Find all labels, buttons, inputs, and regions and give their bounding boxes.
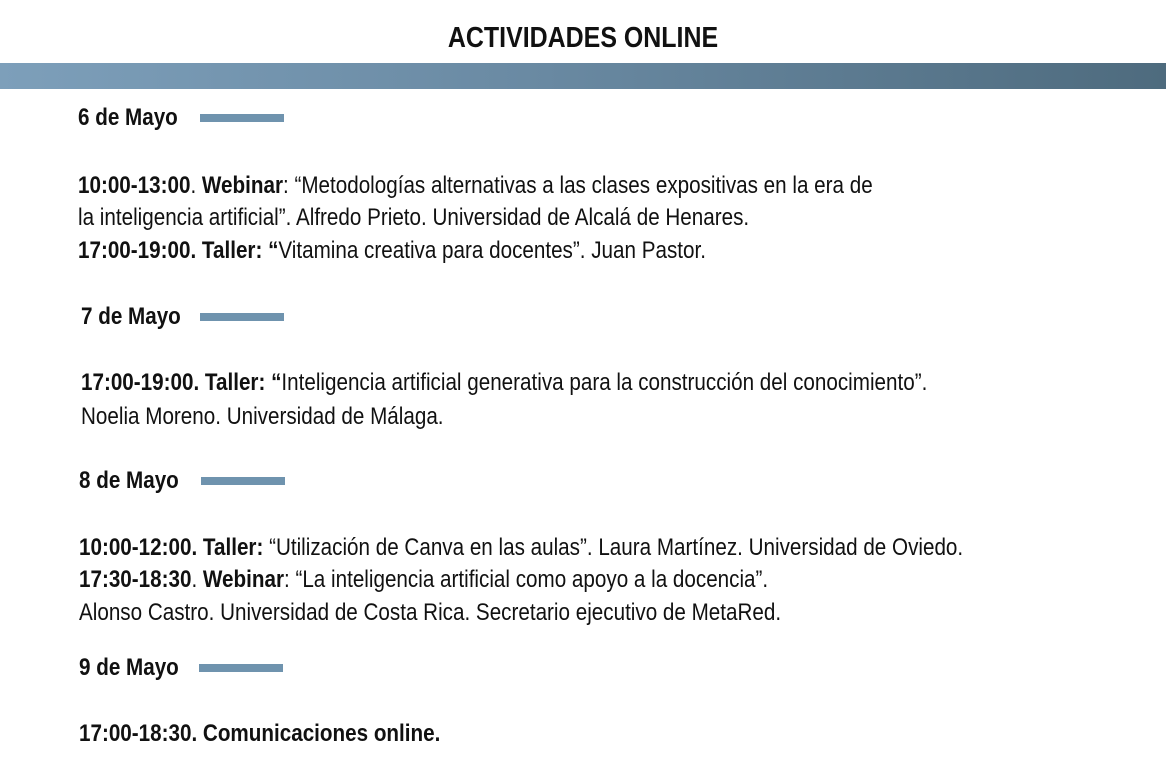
event-type: 17:00-18:30. Comunicaciones online. (79, 720, 441, 747)
time-range: 17:30-18:30 (79, 566, 192, 593)
event-description: “Utilización de Canva en las aulas”. Laura Martínez. Universidad de Oviedo. (263, 534, 964, 561)
schedule-line (78, 203, 749, 233)
day-label: 7 de Mayo (81, 303, 181, 330)
day-heading (79, 653, 283, 683)
day-rule (199, 664, 283, 672)
event-description: Inteligencia artificial generativa para la construcción del conocimiento”. (281, 369, 928, 396)
text-segment: . (190, 172, 202, 199)
schedule-line (81, 402, 444, 432)
day-heading (78, 103, 284, 133)
schedule-line (79, 598, 781, 628)
time-range: 10:00-13:00 (78, 172, 191, 199)
event-type: Webinar (201, 172, 283, 199)
day-heading (79, 466, 285, 496)
schedule-line (78, 171, 873, 201)
schedule-line (78, 236, 706, 266)
page-title: ACTIVIDADES ONLINE (447, 22, 719, 54)
day-label: 8 de Mayo (79, 467, 179, 494)
day-label: 6 de Mayo (78, 104, 178, 131)
event-type: Webinar (202, 566, 284, 593)
event-description: : “Metodologías alternativas a las clases expositivas en la era de (282, 172, 873, 199)
day-heading (81, 302, 284, 332)
event-type: 17:00-19:00. Taller: “ (78, 237, 279, 264)
day-rule (200, 313, 284, 321)
event-description: Vitamina creativa para docentes”. Juan Pastor. (278, 237, 706, 264)
event-description: Alonso Castro. Universidad de Costa Rica. Secretario ejecutivo de MetaRed. (79, 599, 782, 626)
schedule-line (81, 368, 927, 398)
schedule-line (79, 533, 963, 563)
day-label: 9 de Mayo (79, 654, 179, 681)
event-description: : “La inteligencia artificial como apoyo a la docencia”. (283, 566, 769, 593)
event-type: 17:00-19:00. Taller: “ (81, 369, 282, 396)
day-rule (200, 114, 284, 122)
text-segment: . (191, 566, 203, 593)
header-banner (0, 63, 1166, 89)
day-rule (201, 477, 285, 485)
event-description: la inteligencia artificial”. Alfredo Prieto. Universidad de Alcalá de Henares. (78, 204, 750, 231)
event-type: 10:00-12:00. Taller: (79, 534, 264, 561)
schedule-line (79, 719, 440, 749)
event-description: Noelia Moreno. Universidad de Málaga. (81, 403, 444, 430)
schedule-line (79, 565, 768, 595)
